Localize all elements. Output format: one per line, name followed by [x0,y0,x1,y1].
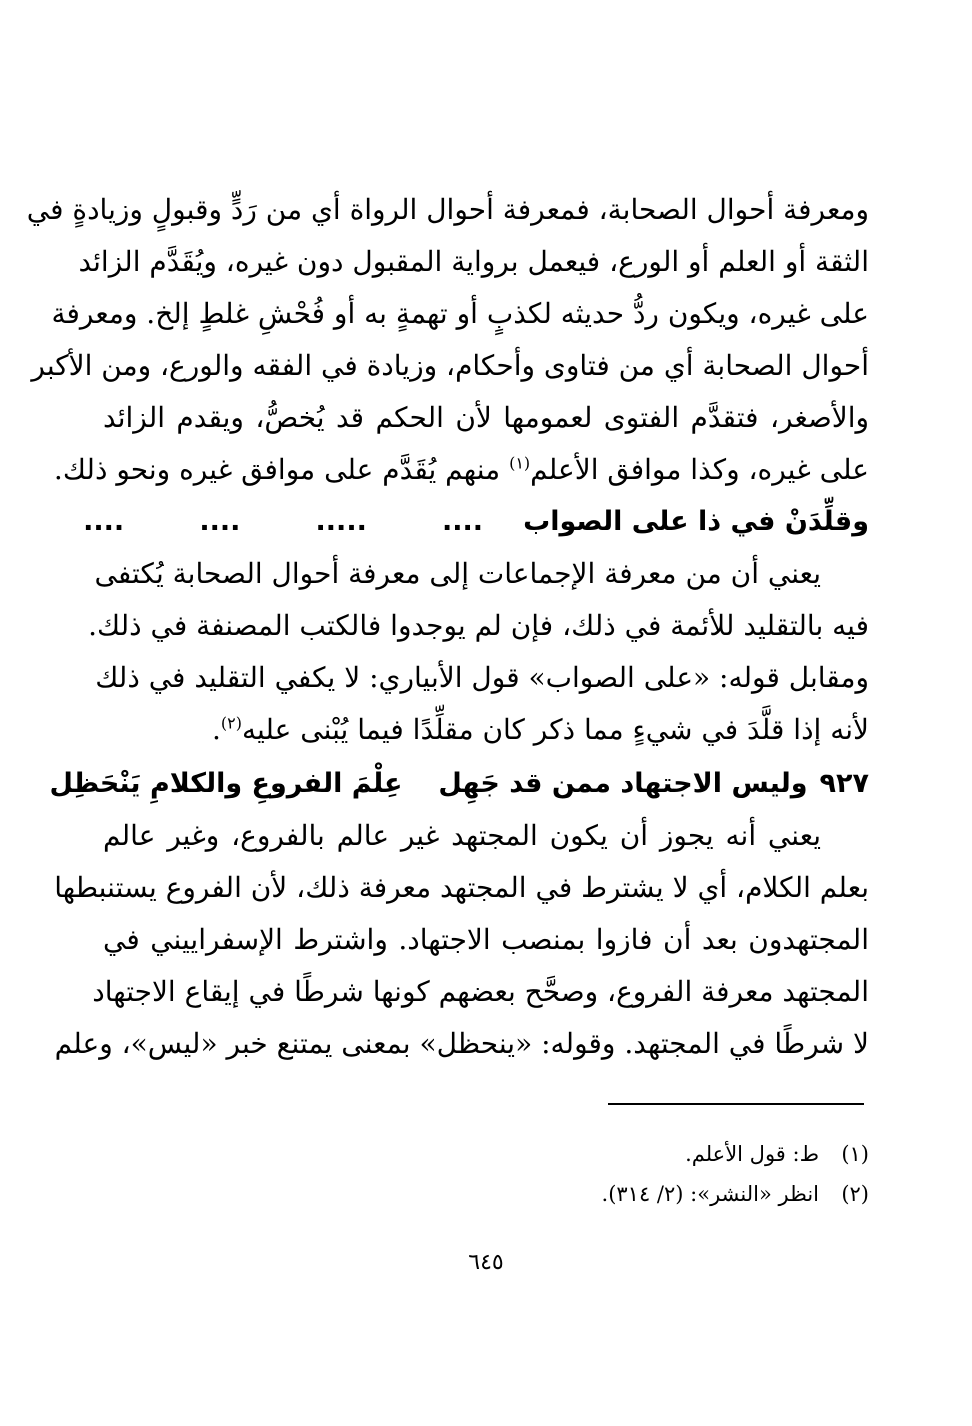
body-text: على غيره، وكذا موافق الأعلم [530,453,869,486]
verse-hemistich-2: عِلْمَ الفروعِ والكلامِ يَنْحَظِل [49,768,403,799]
footnote [103,1176,869,1212]
body-line: الثقة أو العلم أو الورع، فيعمل برواية المقبول دون غيره، ويُقَدَّم الزائد [78,245,869,278]
body-line [103,704,869,756]
body-text: . [211,713,221,746]
verse-line [49,758,869,810]
verse-number: ٩٢٧ [819,768,869,799]
footnote-separator [608,1103,864,1105]
footnote [103,1136,869,1172]
verse-line [83,496,869,548]
body-line: ومقابل قوله: «على الصواب» قول الأبياري: لا يكفي التقليد في ذلك [95,661,869,694]
body-line: المجتهدون بعد أن فازوا بمنصب الاجتهاد. واشترط الإسفراييني في [103,923,869,956]
body-line: والأصغر، فتقدَّم الفتوى لعمومها لأن الحكم قد يُخصُّ، ويقدم الزائد [103,401,869,434]
body-text: لأنه إذا قلَّدَ في شيءٍ مما ذكر كان مقلِّدًا فيما يُبْنى عليه [241,713,869,746]
body-line: يعني أن من معرفة الإجماعات إلى معرفة أحوال الصحابة يُكتفى [94,557,821,590]
footnote-ref-2: (٢) [220,713,242,733]
body-line: فيه بالتقليد للأئمة في ذلك، فإن لم يوجدوا فالكتب المصنفة في ذلك. [88,609,869,642]
footnote-number: (٢) [841,1182,869,1206]
body-line: ومعرفة أحوال الصحابة، فمعرفة أحوال الرواة أي من رَدٍّ وقبولٍ وزيادةٍ في [26,193,869,226]
footnote-number: (١) [841,1142,869,1166]
footnote-text: انظر «النشر»: (٢/ ٣١٤). [601,1182,819,1206]
body-text: منهم يُقَدَّم على موافق غيره ونحو ذلك. [53,453,510,486]
page-number: ٦٤٥ [468,1250,504,1275]
body-line: يعني أنه يجوز أن يكون المجتهد غير عالم بالفروع، وغير عالم [103,819,821,852]
verse-ellipsis: .... ..... .... .... [83,506,484,537]
body-line: لا شرطًا في المجتهد. وقوله: «ينحظل» بمعنى يمتنع خبر «ليس»، وعلم [54,1027,869,1060]
footnote-text: ط: قول الأعلم. [685,1142,819,1166]
body-line: المجتهد معرفة الفروع، وصحَّح بعضهم كونها شرطًا في إيقاع الاجتهاد [92,975,869,1008]
verse-hemistich-1: وليس الاجتهاد ممن قد جَهِل [438,768,808,799]
footnote-ref-1: (١) [509,453,531,473]
body-line: أحوال الصحابة أي من فتاوى وأحكام، وزيادة في الفقه والورع، ومن الأكبر [31,349,869,382]
body-line [53,444,869,496]
verse-text: وقلِّدَنْ في ذا على الصواب [523,506,869,537]
body-line: بعلم الكلام، أي لا يشترط في المجتهد معرفة ذلك، لأن الفروع يستنبطها [54,871,869,904]
body-line: على غيره، ويكون ردُّ حديثه لكذبٍ أو تهمةٍ به أو فُحْشِ غلطٍ إلخ. ومعرفة [51,297,869,330]
